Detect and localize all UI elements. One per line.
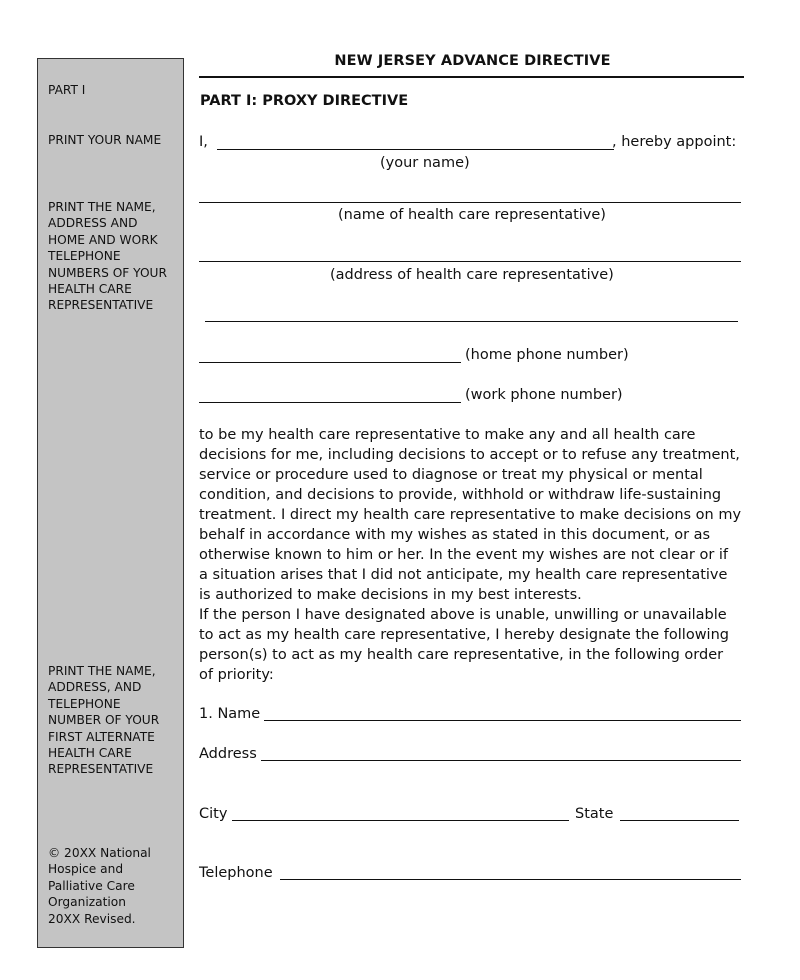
note-line: PRINT THE NAME, <box>48 200 156 214</box>
note-line: HOME AND WORK <box>48 232 158 247</box>
paragraph-line: a situation arises that I did not anticipate, my health care representative <box>199 567 728 583</box>
home-phone-field[interactable] <box>199 362 461 363</box>
paragraph-line: treatment. I direct my health care representative to make decisions on my <box>199 507 742 523</box>
note-line: ADDRESS, AND <box>48 680 142 695</box>
note-line: PART I <box>48 83 86 97</box>
rep-address-field[interactable] <box>199 261 741 262</box>
section-heading: PART I: PROXY DIRECTIVE <box>200 93 409 109</box>
alt-city-label: City <box>199 806 228 822</box>
sidebar-note-part <box>48 82 178 98</box>
note-line: REPRESENTATIVE <box>48 762 154 777</box>
alt-address-field[interactable] <box>261 760 741 761</box>
paragraph-line: behalf in accordance with my wishes as stated in this document, or as <box>199 527 711 543</box>
your-name-caption: (your name) <box>380 155 470 171</box>
sidebar-note-print-name <box>48 132 178 148</box>
alt-name-label: 1. Name <box>199 706 261 722</box>
paragraph-line: to act as my health care representative, I hereby designate the following <box>199 627 729 643</box>
note-line: Organization <box>48 895 126 910</box>
alt-city-field[interactable] <box>232 820 569 821</box>
rep-address-field-2[interactable] <box>205 321 738 322</box>
note-line: TELEPHONE <box>48 249 121 264</box>
rep-name-caption: (name of health care representative) <box>338 207 606 223</box>
sidebar-note-print-alternate <box>48 663 178 778</box>
your-name-field[interactable] <box>217 149 614 150</box>
note-line: FIRST ALTERNATE <box>48 729 155 744</box>
appoint-suffix: , hereby appoint: <box>612 134 737 150</box>
note-line: HEALTH CARE <box>48 746 132 761</box>
paragraph-line: otherwise known to him or her. In the event my wishes are not clear or if <box>199 547 729 563</box>
alt-name-field[interactable] <box>264 720 741 721</box>
note-line: PRINT YOUR NAME <box>48 133 162 147</box>
paragraph-line: condition, and decisions to provide, withhold or withdraw life-sustaining <box>199 487 722 503</box>
paragraph-line: service or procedure used to diagnose or treat my physical or mental <box>199 467 703 483</box>
rep-name-field[interactable] <box>199 202 741 203</box>
note-line: NUMBER OF YOUR <box>48 713 160 728</box>
paragraph-line: is authorized to make decisions in my best interests. <box>199 587 582 603</box>
work-phone-caption: (work phone number) <box>465 387 623 403</box>
alt-telephone-field[interactable] <box>280 879 741 880</box>
rep-address-caption: (address of health care representative) <box>330 267 614 283</box>
appoint-prefix: I, <box>199 134 208 150</box>
paragraph-line: decisions for me, including decisions to accept or to refuse any treatment, <box>199 447 740 463</box>
note-line: 20XX Revised. <box>48 911 136 926</box>
paragraph-line: to be my health care representative to make any and all health care <box>199 427 696 443</box>
directive-paragraph <box>199 425 759 685</box>
instructions-sidebar <box>37 58 184 948</box>
document-title: NEW JERSEY ADVANCE DIRECTIVE <box>334 53 611 69</box>
paragraph-line: of priority: <box>199 667 274 683</box>
note-line: Palliative Care <box>48 878 135 893</box>
title-rule <box>199 76 744 78</box>
note-line: PRINT THE NAME, <box>48 664 156 678</box>
paragraph-line: person(s) to act as my health care representative, in the following order <box>199 647 724 663</box>
sidebar-copyright <box>48 845 178 927</box>
alt-address-label: Address <box>199 746 257 762</box>
alt-state-field[interactable] <box>620 820 739 821</box>
paragraph-line: If the person I have designated above is unable, unwilling or unavailable <box>199 607 727 623</box>
note-line: REPRESENTATIVE <box>48 298 154 313</box>
note-line: HEALTH CARE <box>48 282 132 297</box>
note-line: ADDRESS AND <box>48 216 138 231</box>
work-phone-field[interactable] <box>199 402 461 403</box>
note-line: © 20XX National <box>48 846 151 860</box>
note-line: TELEPHONE <box>48 696 121 711</box>
home-phone-caption: (home phone number) <box>465 347 629 363</box>
alt-state-label: State <box>575 806 614 822</box>
sidebar-note-print-rep <box>48 199 178 314</box>
note-line: NUMBERS OF YOUR <box>48 265 167 280</box>
note-line: Hospice and <box>48 862 124 877</box>
alt-telephone-label: Telephone <box>199 865 273 881</box>
